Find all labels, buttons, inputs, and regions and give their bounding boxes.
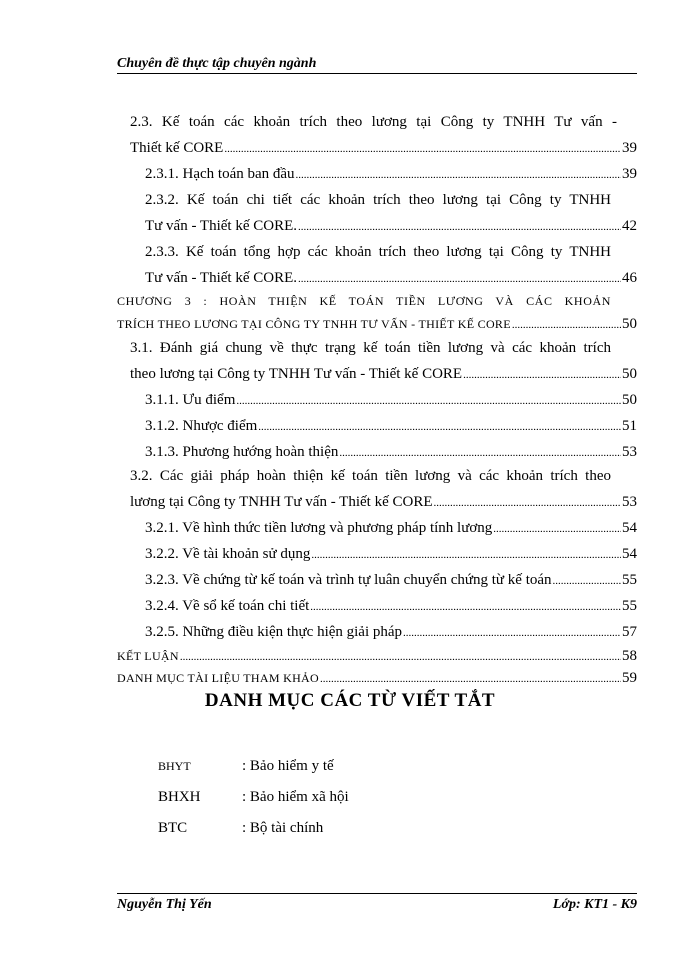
footer-rule: [117, 893, 637, 894]
footer-author: Nguyễn Thị Yến: [117, 897, 212, 912]
abbreviations-heading: DANH MỤC CÁC TỪ VIẾT TẮT: [204, 690, 496, 711]
toc-entry-2-3-3[interactable]: [145, 268, 637, 289]
toc-chapter-3[interactable]: [117, 314, 637, 335]
toc-entry-label: 3.1.2. Nhược điểm: [145, 418, 258, 434]
abbreviation-term: BTC: [158, 820, 188, 836]
dot-leader: [180, 647, 621, 667]
toc-page-number: 58: [622, 648, 637, 664]
toc-chapter-3-line1: CHƯƠNG 3 : HOÀN THIỆN KẾ TOÁN TIỀN LƯƠNG VÀ CÁC KHOẢN: [117, 294, 611, 308]
toc-conclusion[interactable]: [117, 646, 637, 667]
toc-entry-2-3-line1: 2.3. Kế toán các khoản trích theo lương tại Công ty TNHH Tư vấn -: [130, 114, 617, 130]
toc-entry-3-2-line1: 3.2. Các giải pháp hoàn thiện kế toán tiền lương và các khoản trích theo: [130, 468, 611, 484]
toc-page-number: 42: [622, 218, 637, 234]
toc-entry-label: 3.2.4. Về sổ kế toán chi tiết: [145, 598, 310, 614]
toc-entry-3-2[interactable]: [130, 492, 637, 513]
toc-entry-2-3-2-line1: 2.3.2. Kế toán chi tiết các khoản trích theo lương tại Công ty TNHH: [145, 192, 611, 208]
dot-leader: [298, 217, 621, 237]
toc-page-number: 50: [622, 316, 637, 332]
dot-leader: [296, 165, 621, 185]
toc-entry-label: 3.1.3. Phương hướng hoàn thiện: [145, 444, 339, 460]
toc-entry-label: Tư vấn - Thiết kế CORE.: [145, 270, 297, 286]
toc-entry-label: 3.2.5. Những điều kiện thực hiện giải pháp: [145, 624, 403, 640]
toc-page-number: 39: [622, 166, 637, 182]
dot-leader: [339, 443, 621, 463]
dot-leader: [553, 571, 621, 591]
toc-entry-3-1[interactable]: [130, 364, 637, 385]
toc-entry-3-1-3[interactable]: [145, 442, 637, 463]
dot-leader: [224, 139, 621, 159]
toc-entry-label: DANH MỤC TÀI LIỆU THAM KHẢO: [117, 671, 319, 685]
dot-leader: [463, 365, 621, 385]
toc-entry-label: 3.2.1. Về hình thức tiền lương và phương pháp tính lương: [145, 520, 493, 536]
toc-page-number: 57: [622, 624, 637, 640]
toc-entry-label: 3.1.1. Ưu điểm: [145, 392, 236, 408]
dot-leader: [493, 519, 621, 539]
dot-leader: [310, 597, 621, 617]
toc-page-number: 50: [622, 392, 637, 408]
footer-class: Lớp: KT1 - K9: [552, 897, 637, 912]
toc-entry-3-2-4[interactable]: [145, 596, 637, 617]
toc-entry-2-3-2[interactable]: [145, 216, 637, 237]
dot-leader: [434, 493, 621, 513]
toc-page-number: 39: [622, 140, 637, 156]
toc-page-number: 53: [622, 444, 637, 460]
dot-leader: [403, 623, 621, 643]
toc-entry-3-1-1[interactable]: [145, 390, 637, 411]
abbreviation-row: [158, 787, 349, 807]
toc-entry-3-2-2[interactable]: [145, 544, 637, 565]
toc-entry-label: KẾT LUẬN: [117, 649, 179, 663]
toc-page-number: 53: [622, 494, 637, 510]
abbreviation-row: [158, 756, 334, 776]
toc-entry-label: theo lương tại Công ty TNHH Tư vấn - Thiết kế CORE: [130, 366, 463, 382]
toc-entry-label: 2.3.1. Hạch toán ban đầu: [145, 166, 295, 182]
abbreviation-definition: : Bộ tài chính: [242, 820, 324, 836]
toc-entry-label: Thiết kế CORE: [130, 140, 224, 156]
toc-entry-label: 3.2.2. Về tài khoản sử dụng: [145, 546, 311, 562]
dot-leader: [311, 545, 621, 565]
toc-entry-label: Tư vấn - Thiết kế CORE.: [145, 218, 297, 234]
abbreviation-term: BHXH: [158, 789, 201, 805]
toc-entry-3-1-line1: 3.1. Đánh giá chung về thực trạng kế toán tiền lương và các khoản trích: [130, 340, 611, 356]
toc-entry-3-2-5[interactable]: [145, 622, 637, 643]
toc-entry-2-3-3-line1: 2.3.3. Kế toán tổng hợp các khoản trích theo lương tại Công ty TNHH: [145, 244, 611, 260]
abbreviation-term: BHYT: [158, 759, 191, 773]
header-title: Chuyên đề thực tập chuyên ngành: [117, 56, 317, 71]
dot-leader: [298, 269, 621, 289]
toc-entry-label: 3.2.3. Về chứng từ kế toán và trình tự luân chuyển chứng từ kế toán: [145, 572, 552, 588]
toc-references[interactable]: [117, 668, 637, 689]
toc-entry-label: TRÍCH THEO LƯƠNG TẠI CÔNG TY TNHH TƯ VẤN - THIẾT KẾ CORE: [117, 317, 511, 331]
toc-entry-2-3-1[interactable]: [145, 164, 637, 185]
toc-entry-3-1-2[interactable]: [145, 416, 637, 437]
toc-page-number: 59: [622, 670, 637, 686]
toc-entry-3-2-1[interactable]: [145, 518, 637, 539]
abbreviation-row: [158, 818, 323, 838]
toc-entry-2-3[interactable]: [130, 138, 637, 159]
dot-leader: [320, 669, 621, 689]
dot-leader: [236, 391, 621, 411]
toc-entry-3-2-3[interactable]: [145, 570, 637, 591]
toc-page-number: 54: [622, 520, 637, 536]
abbreviation-definition: : Bảo hiểm y tế: [242, 758, 334, 774]
dot-leader: [512, 315, 621, 335]
toc-page-number: 51: [622, 418, 637, 434]
toc-page-number: 55: [622, 572, 637, 588]
toc-page-number: 46: [622, 270, 637, 286]
toc-page-number: 50: [622, 366, 637, 382]
toc-entry-label: lương tại Công ty TNHH Tư vấn - Thiết kế CORE: [130, 494, 433, 510]
header-rule: [117, 73, 637, 74]
abbreviation-definition: : Bảo hiểm xã hội: [242, 789, 349, 805]
toc-page-number: 54: [622, 546, 637, 562]
toc-page-number: 55: [622, 598, 637, 614]
dot-leader: [258, 417, 621, 437]
